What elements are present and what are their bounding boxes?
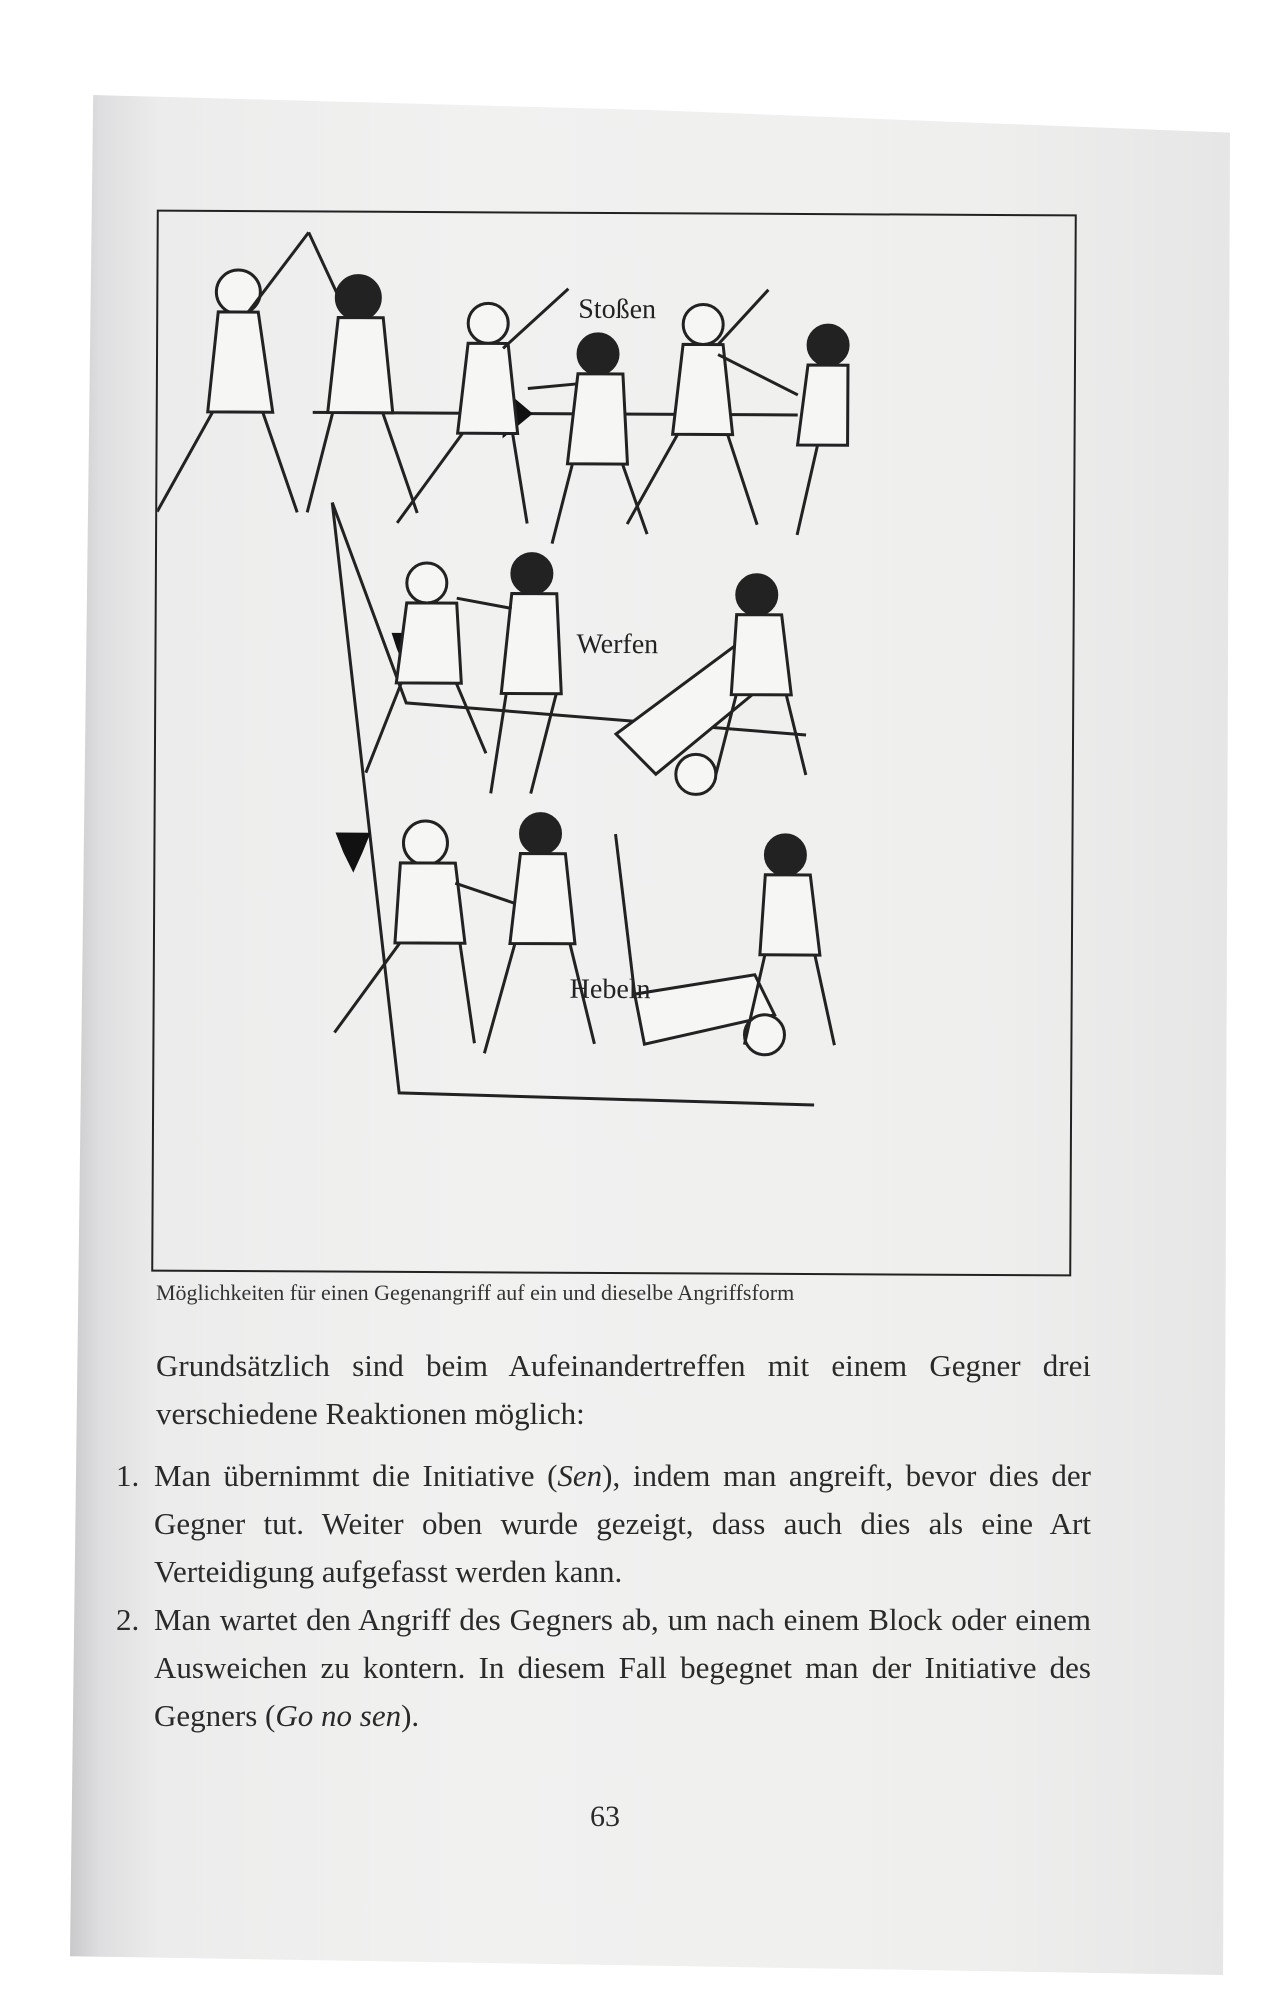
list-item [116,1452,1091,1596]
fighter-group-kick [627,289,848,535]
intro-paragraph: Grundsätzlich sind beim Aufeinandertreffen mit einem Gegner drei verschiedene Reaktionen möglich: [156,1348,1091,1431]
text-before: Man übernimmt die Initiative ( [154,1458,558,1493]
label-hebeln: Hebeln [569,973,651,1006]
list-text [154,1452,1091,1596]
text-after: ). [401,1698,420,1733]
label-stossen: Stoßen [578,293,657,326]
fighters [154,232,848,1056]
label-werfen: Werfen [576,628,659,661]
page-number: 63 [590,1800,620,1833]
term-go-no-sen: Go no sen [275,1698,402,1733]
list-item [116,1596,1091,1740]
list-number: 1. [116,1458,140,1493]
illustration-drawing [153,212,1079,1279]
list-text [154,1596,1091,1740]
figure-caption: Möglichkeiten für einen Gegenangriff auf ein und dieselbe Angriffsform [156,1280,795,1305]
list-number: 2. [116,1602,140,1637]
text-after: ), indem man angreift, bevor dies der Gegner tut. Weiter oben wurde gezeigt, dass auch dies als eine Art Verteidigung aufgefasst werden kann. [154,1458,1091,1589]
text-before: Man wartet den Angriff des Gegners ab, um nach einem Block oder einem Ausweichen zu kontern. In diesem Fall begegnet man der Initiative des Gegners ( [154,1602,1091,1733]
arrow-down-icon [335,833,370,873]
term-sen: Sen [557,1458,603,1493]
karate-illustration [151,210,1077,1277]
fighter-group-werfen [366,553,807,795]
fighter-group-hebeln [334,813,835,1056]
fighter-group-start [157,232,418,513]
